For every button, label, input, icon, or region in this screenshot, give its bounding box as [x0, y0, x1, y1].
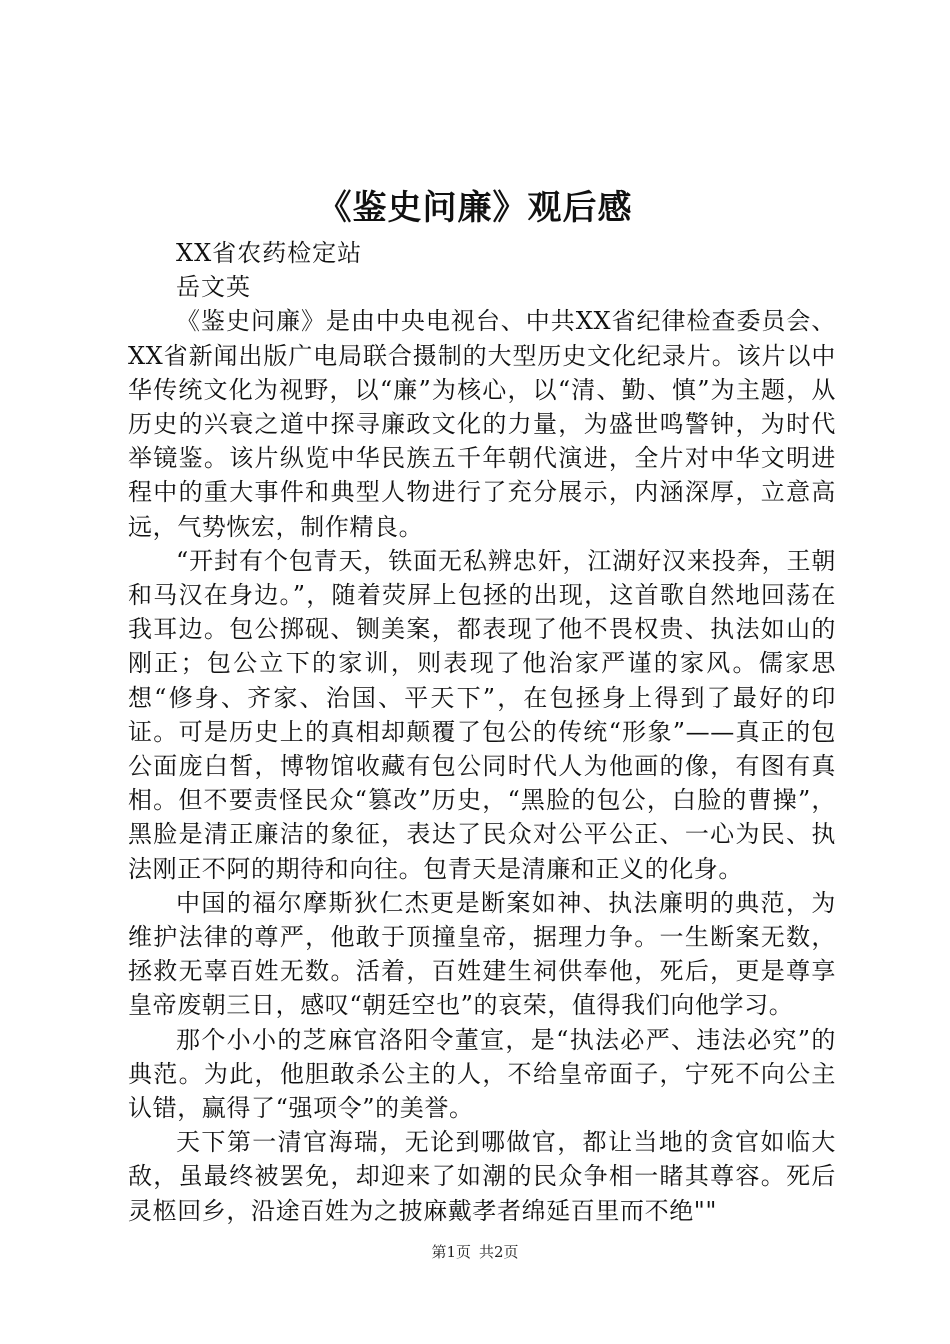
paragraph: 《鉴史问廉》是由中央电视台、中共XX省纪律检查委员会、XX省新闻出版广电局联合摄制的大型历史文化纪录片。该片以中华传统文化为视野，以“廉”为核心，以“清、勤、慎”为主题，从历史的兴衰之道中探寻廉政文化的力量，为盛世鸣警钟，为时代举镜鉴。该片纵览中华民族五千年朝代演进，全片对中华文明进程中的重大事件和典型人物进行了充分展示，内涵深厚，立意高远，气势恢宏，制作精良。	[128, 307, 836, 541]
document-title: 《鉴史问廉》观后感	[317, 188, 633, 228]
document-body	[128, 236, 836, 1228]
page-footer	[0, 1242, 950, 1262]
page-number: 第1页	[431, 1243, 471, 1261]
author-line: 岳文英	[176, 273, 251, 302]
paragraph: 天下第一清官海瑞，无论到哪做官，都让当地的贪官如临大敌，虽最终被罢免，却迎来了如潮的民众争相一睹其尊容。死后灵柩回乡，沿途百姓为之披麻戴孝者绵延百里而不绝""	[128, 1128, 836, 1225]
organization-line: XX省农药检定站	[176, 239, 363, 267]
page-total: 共2页	[479, 1243, 519, 1261]
paragraph: 那个小小的芝麻官洛阳令董宣，是“执法必严、违法必究”的典范。为此，他胆敢杀公主的人，不给皇帝面子，宁死不向公主认错，赢得了“强项令”的美誉。	[128, 1025, 836, 1123]
paragraph: 中国的福尔摩斯狄仁杰更是断案如神、执法廉明的典范，为维护法律的尊严，他敢于顶撞皇帝，据理力争。一生断案无数，拯救无辜百姓无数。活着，百姓建生祠供奉他，死后，更是尊享皇帝废朝三日，感叹“朝廷空也”的哀荣，值得我们向他学习。	[128, 888, 836, 1020]
paragraph: “开封有个包青天，铁面无私辨忠奸，江湖好汉来投奔，王朝和马汉在身边。”，随着荧屏上包拯的出现，这首歌自然地回荡在我耳边。包公掷砚、铡美案，都表现了他不畏权贵、执法如山的刚正；包公立下的家训，则表现了他治家严谨的家风。儒家思想“修身、齐家、治国、平天下”，在包拯身上得到了最好的印证。可是历史上的真相却颠覆了包公的传统“形象”——真正的包公面庞白皙，博物馆收藏有包公同时代人为他画的像，有图有真相。但不要责怪民众“篡改”历史，“黑脸的包公，白脸的曹操”，黑脸是清正廉洁的象征，表达了民众对公平公正、一心为民、执法刚正不阿的期待和向往。包青天是清廉和正义的化身。	[128, 546, 836, 883]
